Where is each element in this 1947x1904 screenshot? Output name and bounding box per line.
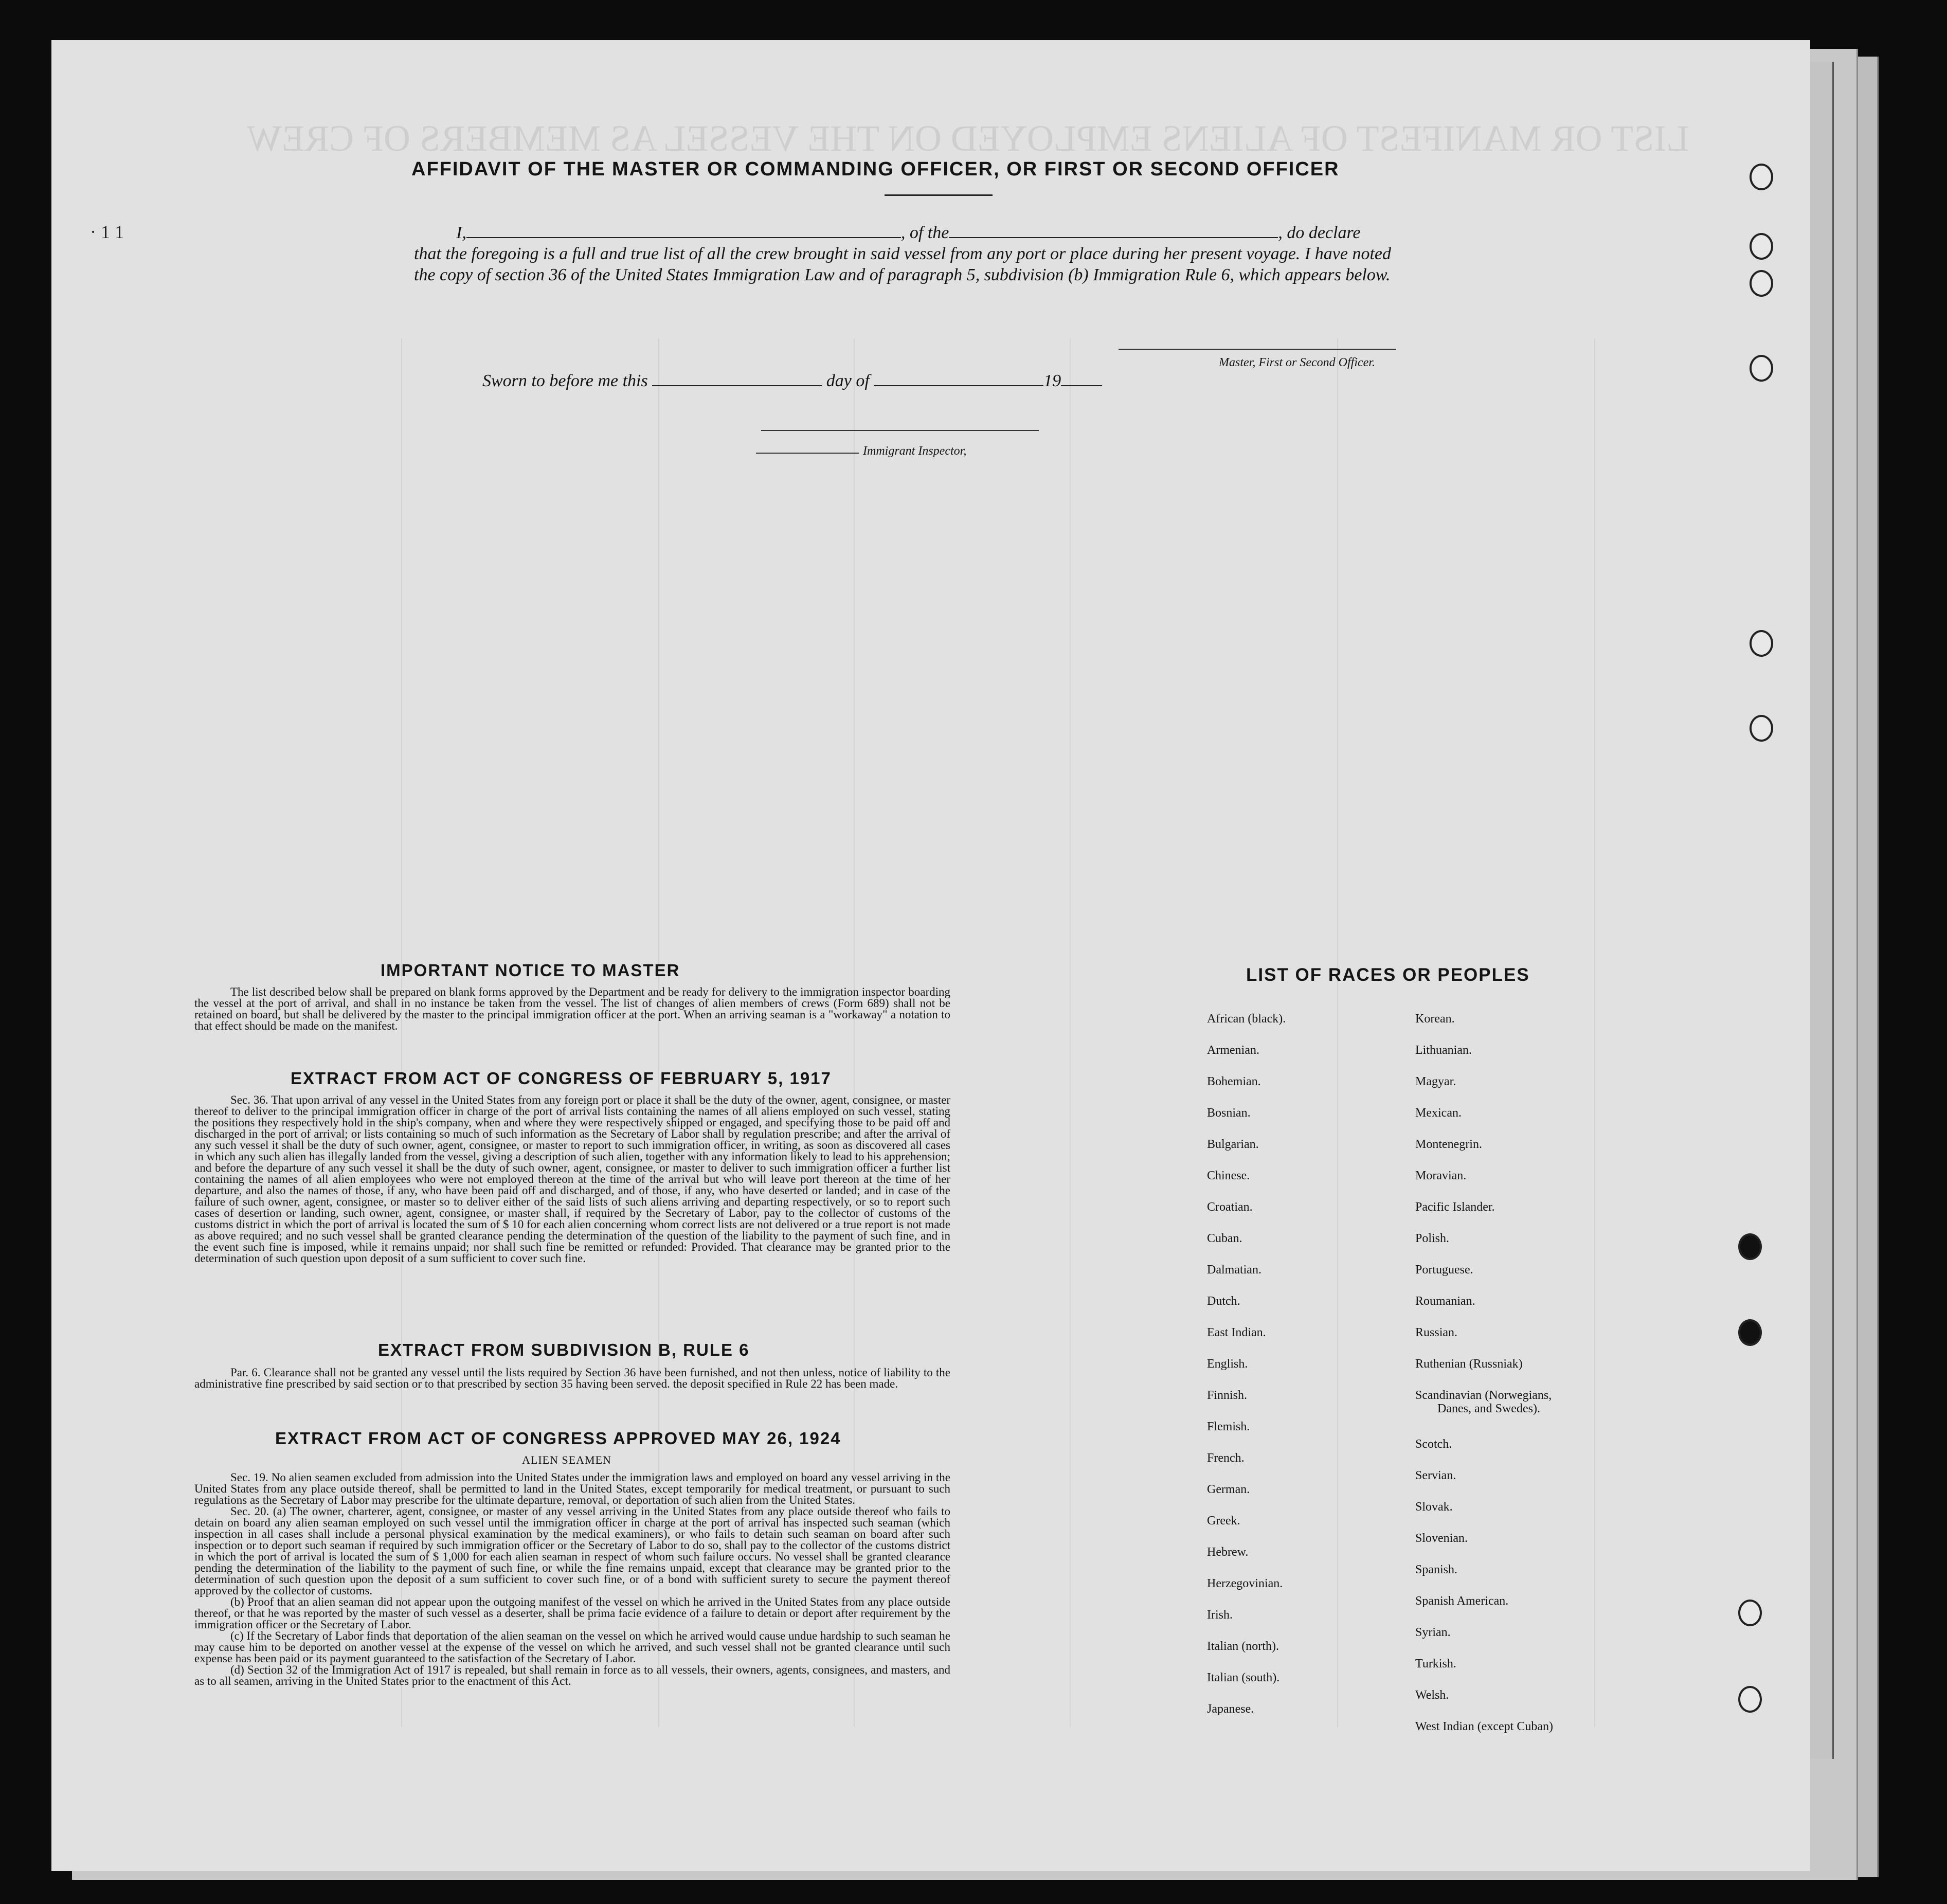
race-item: Chinese. [1207,1169,1250,1182]
master-name-field[interactable] [466,237,901,238]
race-item: Slovenian. [1415,1532,1468,1545]
race-item: Finnish. [1207,1389,1248,1402]
race-item: Spanish American. [1415,1594,1509,1608]
races-title: LIST OF RACES OR PEOPLES [1246,965,1530,985]
race-item: Danes, and Swedes). [1437,1402,1540,1415]
race-item: Scandinavian (Norwegians, [1415,1389,1552,1402]
inspector-signature-rule [756,453,859,454]
affidavit-i-label: I, [456,223,466,242]
race-item: East Indian. [1207,1326,1266,1339]
sworn-month-field[interactable] [874,385,1043,386]
binder-hole [1750,715,1773,742]
race-item: Scotch. [1415,1438,1452,1451]
race-item: Lithuanian. [1415,1044,1472,1057]
race-item: West Indian (except Cuban) [1415,1720,1553,1733]
sworn-label: Sworn to before me this [482,371,648,390]
race-item: Armenian. [1207,1044,1259,1057]
race-item: German. [1207,1483,1250,1496]
race-item: Japanese. [1207,1702,1254,1716]
race-item: Portuguese. [1415,1263,1473,1277]
binder-hole [1750,630,1773,657]
race-item: French. [1207,1451,1245,1465]
race-item: Greek. [1207,1514,1240,1528]
race-item: African (black). [1207,1012,1286,1026]
margin-mark: · 1 1 [90,222,124,242]
master-signature-label: Master, First or Second Officer. [1219,356,1375,369]
binder-hole [1750,233,1773,260]
race-item: Montenegrin. [1415,1138,1482,1151]
race-item: Russian. [1415,1326,1458,1339]
alien-seamen-subtitle: ALIEN SEAMEN [522,1453,611,1466]
act-1924-body [194,1472,950,1687]
act-1924-sec-20c: (c) If the Secretary of Labor finds that deportation of the alien seaman on the vessel on which he arrived would cause undue hardship to such seaman he may cause him to be deported on another vessel at the expense of the vessel on which he arrived, and such vessel shall not be granted clearance until such expense has been paid or its payment guaranteed to the satisfaction of the Secretary of Labor. [194,1629,950,1665]
race-item: Pacific Islander. [1415,1200,1495,1214]
race-item: Magyar. [1415,1075,1456,1088]
race-item: Ruthenian (Russniak) [1415,1357,1523,1371]
race-item: Herzegovinian. [1207,1577,1283,1590]
race-item: Bohemian. [1207,1075,1261,1088]
act-1917-body: Sec. 36. That upon arrival of any vessel in the United States from any foreign port or place it shall be the duty of the owner, agent, consignee, or master thereof to deliver to the principal immigration officer in charge of the port of arrival lists containing the names of all aliens employed on such vessel, stating the positions they respectively hold in the ship's company, when and where they were respectively shipped or engaged, and specifying those to be paid off and discharged in the port of arrival; or lists containing so much of such information as the Secretary of Labor shall by regulation prescribe; and after the arrival of any such vessel it shall be the duty of such owner, agent, consignee, or master to report to such immigration officer, in writing, as soon as discovered all cases in which any such alien has illegally landed from the vessel, giving a description of such alien, together with any information likely to lead to his apprehension; and before the departure of any such vessel it shall be the duty of such owner, agent, consignee, or master to deliver to such immigration officer a further list containing the names of all alien employees who were not employed thereon at the time of the arrival but who will leave port thereon at the time of her departure, and also the names of those, if any, who have been paid off and discharged, and of those, if any, who have deserted or landed; and in case of the failure of such owner, agent, consignee, or master so to deliver either of the said lists of such aliens arriving and departing respectively, or so to report such cases of desertion or landing, such owner, agent, consignee, or master shall, if required by the Secretary of Labor, pay to the collector of customs of the customs district in which the port of arrival is located the sum of $ 10 for each alien concerning whom correct lists are not delivered or a true report is not made as above required; and no such vessel shall be granted clearance pending the determination of the question of the liability to the payment of such fine, and in the event such fine is imposed, while it remains unpaid; nor shall such fine be remitted or refunded: Provided. That clearance may be granted prior to the determination of such question upon deposit of a sum sufficient to cover such fine. [194,1093,950,1265]
race-item: Syrian. [1415,1626,1451,1639]
affidavit-declare-label: , do declare [1278,223,1361,242]
binder-hole [1738,1233,1762,1260]
race-item: Italian (south). [1207,1671,1280,1684]
notice-title: IMPORTANT NOTICE TO MASTER [381,961,680,980]
race-item: Hebrew. [1207,1546,1249,1559]
race-item: Flemish. [1207,1420,1250,1433]
affidavit-statement: that the foregoing is a full and true list of all the crew brought in said vessel from any port or place during her present voyage. I have noted the copy of section 36 of the United States Immigration Law and of paragraph 5, subdivision (b) Immigration Rule 6, which appears below. [414,244,1391,284]
race-item: Dutch. [1207,1295,1240,1308]
race-item: Korean. [1415,1012,1455,1026]
binder-hole [1738,1319,1762,1346]
race-item: Bulgarian. [1207,1138,1259,1151]
rule-6-body: Par. 6. Clearance shall not be granted any vessel until the lists required by Section 36 have been furnished, and not then unless, notice of liability to the administrative fine prescribed by said section or to that prescribed by section 35 having been served. the deposit specified in Rule 22 has been made. [194,1366,950,1390]
race-item: Turkish. [1415,1657,1456,1671]
race-item: Mexican. [1415,1106,1462,1120]
bleed-through-rule [1337,338,1338,1727]
race-item: Cuban. [1207,1232,1242,1245]
race-item: Dalmatian. [1207,1263,1261,1277]
year-prefix: 19 [1043,371,1061,390]
race-item: Croatian. [1207,1200,1253,1214]
rule-6-title: EXTRACT FROM SUBDIVISION B, RULE 6 [378,1340,750,1359]
sworn-line [482,371,1102,391]
bleed-through-rule [1594,338,1595,1727]
race-item: Moravian. [1415,1169,1467,1182]
act-1924-sec-20b: (b) Proof that an alien seaman did not appear upon the outgoing manifest of the vessel on which he arrived in the United States from any place outside thereof, or that he was reported by the master of such vessel as a deserter, shall be prima facie evidence of a failure to detain or deport after requirement by the immigration officer or the Secretary of Labor. [194,1595,950,1631]
inspector-signature-field[interactable] [761,430,1039,431]
race-item: Slovak. [1415,1500,1453,1514]
race-item: Welsh. [1415,1689,1449,1702]
race-item: Roumanian. [1415,1295,1475,1308]
affidavit-of-the-label: , of the [900,223,949,242]
race-item: Polish. [1415,1232,1450,1245]
act-1917-title: EXTRACT FROM ACT OF CONGRESS OF FEBRUARY 5, 1917 [291,1069,832,1088]
binder-hole [1738,1686,1762,1713]
binder-hole [1750,270,1773,297]
day-of-label: day of [826,371,870,390]
act-1924-title: EXTRACT FROM ACT OF CONGRESS APPROVED MAY 26, 1924 [275,1429,841,1448]
title-rule [885,194,993,196]
binder-hole [1738,1600,1762,1626]
sworn-day-field[interactable] [652,385,822,386]
binder-hole [1750,355,1773,382]
bleed-through-heading: LIST OR MANIFEST OF ALIENS EMPLOYED ON THE VESSEL AS MEMBERS OF CREW [247,118,1689,159]
act-1924-sec-20a: Sec. 20. (a) The owner, charterer, agent, consignee, or master of any vessel arriving in the United States from any place outside thereof who fails to detain on board any alien seaman employed on such vessel until the immigration officer in charge at the port of arrival has inspected such seaman (which inspection in all cases shall include a personal physical examination by the medical examiners), or who fails to detain such seaman on board after such inspection or to deport such seaman if required by such immigration officer or the Secretary of Labor to do so, shall pay to the collector of the customs district in which the port of arrival is located the sum of $ 1,000 for each alien seaman in respect of whom such failure occurs. No vessel shall be granted clearance pending the determination of the liability to the payment of such fine, or while the fine remains unpaid, except that clearance may be granted prior to the determination of such question upon the deposit of a sum sufficient to cover such fine, or of a bond with sufficient surety to secure the payment thereof approved by the collector of customs. [194,1505,950,1597]
vessel-name-field[interactable] [949,237,1278,238]
act-1924-sec-20d: (d) Section 32 of the Immigration Act of 1917 is repealed, but shall remain in force as to all vessels, their owners, agents, consignees, and masters, and as to all seamen, arriving in the United States prior to the enactment of this Act. [194,1663,950,1687]
notice-body: The list described below shall be prepared on blank forms approved by the Department and be ready for delivery to the immigration inspector boarding the vessel at the port of arrival, and shall in no instance be taken from the vessel. The list of changes of alien members of crews (Form 689) shall not be retained on board, but shall be delivered by the master to the principal immigration officer at the port. When an arriving seaman is a "workaway" a notation to that effect should be made on the manifest. [194,985,950,1032]
race-item: Servian. [1415,1469,1456,1482]
master-signature-field[interactable] [1119,349,1396,350]
affidavit-title: AFFIDAVIT OF THE MASTER OR COMMANDING OFFICER, OR FIRST OR SECOND OFFICER [411,158,1340,180]
race-item: Bosnian. [1207,1106,1251,1120]
inspector-label: Immigrant Inspector, [863,444,967,458]
race-item: Italian (north). [1207,1640,1279,1653]
bleed-through-rule [1070,338,1071,1727]
act-1924-sec-19: Sec. 19. No alien seamen excluded from admission into the United States under the immigration laws and employed on board any vessel arriving in the United States from any place outside thereof, shall be permitted to land in the United States, except temporarily for medical treatment, or pursuant to such regulations as the Secretary of Labor may prescribe for the ultimate departure, removal, or deportation of such alien from the United States. [194,1471,950,1506]
binder-hole [1750,164,1773,190]
affidavit-body [414,222,1391,285]
race-item: Irish. [1207,1608,1233,1622]
race-item: Spanish. [1415,1563,1458,1576]
race-item: English. [1207,1357,1248,1371]
sworn-year-field[interactable] [1061,385,1102,386]
